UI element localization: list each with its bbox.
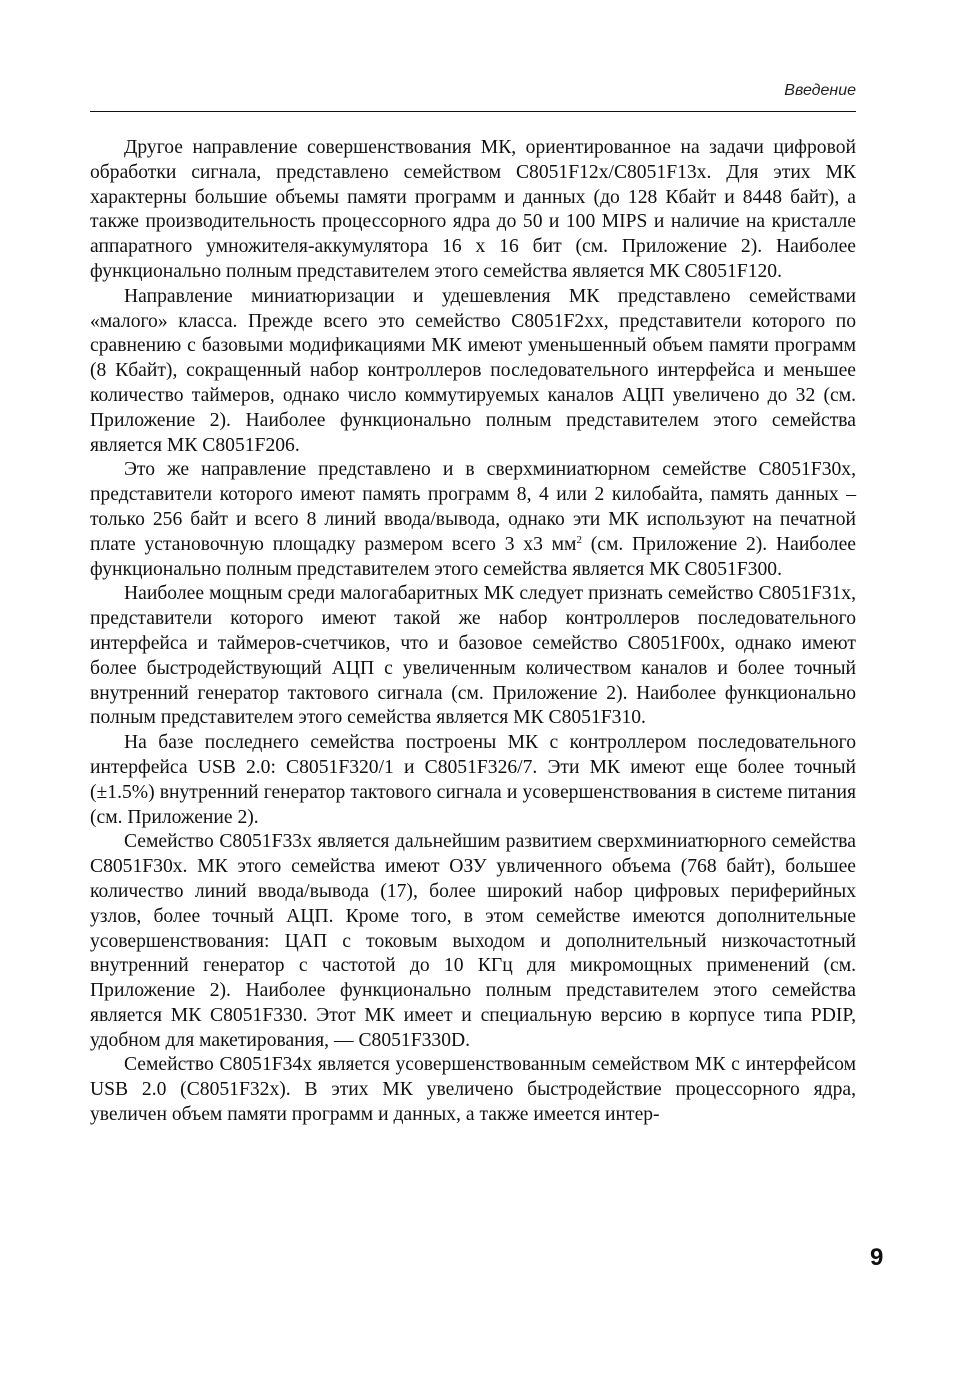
paragraph: На базе последнего семейства построены МК с контроллером последовательного интерфейса USB 2.0: C8051F320/1 и C8051F326/7. Эти МК имеют еще более точный (±1.5%) внутренний генератор тактового сигнала и усовершенствования в системе питания (см. Приложение 2). — [90, 732, 856, 828]
paragraph: Семейство C8051F34x является усовершенствованным семейством МК с интерфейсом USB 2.0 (C8051F32x). В этих МК увеличено быстродействие процессорного ядра, увеличен объем памяти программ и данных, а также имеется интер- — [90, 1054, 856, 1126]
header-rule — [90, 111, 856, 112]
paragraph — [90, 458, 856, 582]
paragraph: Направление миниатюризации и удешевления МК представлено семействами «малого» класса. Прежде всего это семейство C8051F2xx, представители которого по сравнению с базовыми модификациями МК имеют уменьшенный объем памяти программ (8 Кбайт), сокращенный набор контроллеров последовательного интерфейса и меньшее количество таймеров, однако число коммутируемых каналов АЦП увеличено до 32 (см. Приложение 2). Наиболее функционально полным представителем этого семейства является МК C8051F206. — [90, 285, 856, 456]
page-number: 9 — [870, 1244, 884, 1271]
paragraph: Наиболее мощным среди малогабаритных МК следует признать семейство C8051F31x, представители которого имеют такой же набор контроллеров последовательного интерфейса и таймеров-счетчиков, что и базовое семейство C8051F00x, однако имеют более быстродействующий АЦП с увеличенным количеством каналов и более точный внутренний генератор тактового сигнала (см. Приложение 2). Наиболее функционально полным представителем этого семейства является МК C8051F310. — [90, 583, 856, 729]
paragraph: Другое направление совершенствования МК, ориентированное на задачи цифровой обработки сигнала, представлено семейством C8051F12x/C8051F13x. Для этих МК характерны большие объемы памяти программ и данных (до 128 Кбайт и 8448 байт), а также производительность процессорного ядра до 50 и 100 MIPS и наличие на кристалле аппаратного умножителя-аккумулятора 16 x 16 бит (см. Приложение 2). Наиболее функционально полным представителем этого семейства является МК C8051F120. — [90, 137, 856, 282]
paragraph: Семейство C8051F33x является дальнейшим развитием сверхминиатюрного семейства C8051F30x. МК этого семейства имеют ОЗУ увличенного объема (768 байт), большее количество линий ввода/вывода (17), более широкий набор цифровых периферийных узлов, более точный АЦП. Кроме того, в этом семействе имеются дополнительные усовершенствования: ЦАП с токовым выходом и дополнительный низкочастотный внутренний генератор с частотой до 10 КГц для микромощных применений (см. Приложение 2). Наиболее функционально полным представителем этого семейства является МК C8051F330. Этот МК имеет и специальную версию в корпусе типа PDIP, удобном для макетирования, — C8051F330D. — [90, 831, 856, 1051]
superscript: 2 — [576, 533, 582, 546]
running-head: Введение — [784, 82, 856, 99]
paragraph-text: (см. Приложение 2). Наиболее функционально полным представителем этого семейства является МК C8051F300. — [90, 533, 856, 580]
paragraph-text: Это же направление представлено и в сверхминиатюрном семействе C8051F30x, представители которого имеют память программ 8, 4 или 2 килобайта, память данных – только 256 байт и всего 8 линий ввода/вывода, однако эти МК используют на печатной плате установочную площадку размером всего 3 x3 мм — [90, 459, 856, 555]
body-text — [90, 136, 856, 1128]
